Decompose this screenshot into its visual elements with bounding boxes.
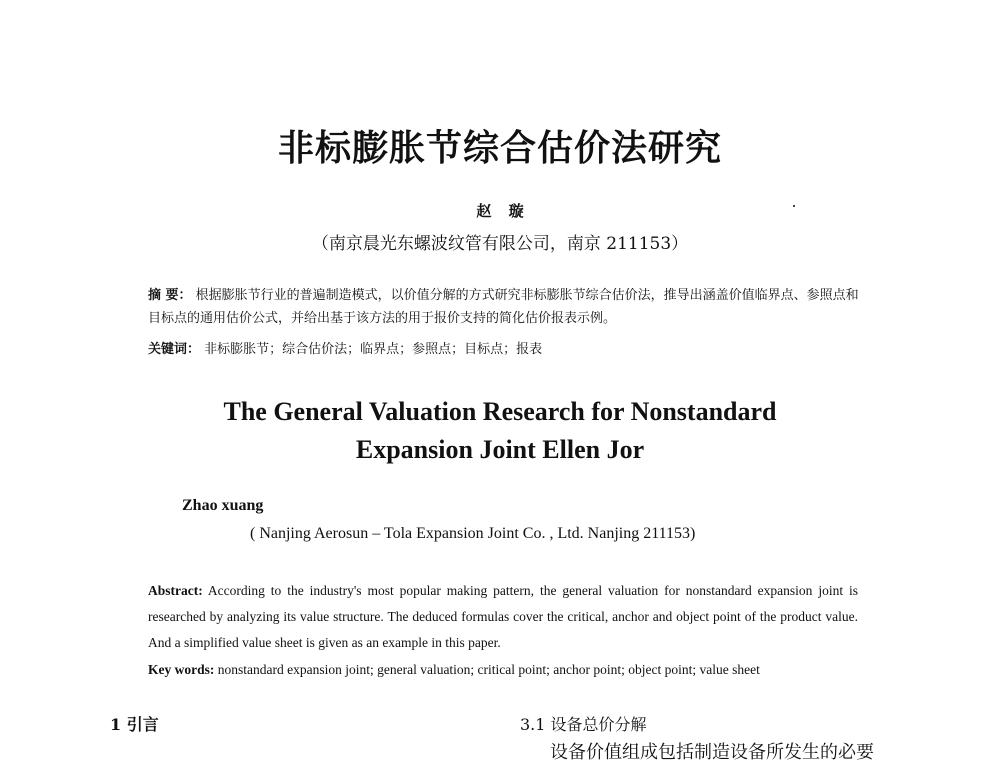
author-name-en: Zhao xuang	[182, 497, 264, 514]
paper-title-en	[0, 393, 1000, 469]
keywords-cn-label: 关键词：	[148, 342, 201, 357]
keywords-cn	[148, 338, 863, 361]
speck-mark	[793, 205, 795, 207]
title-en-line1: The General Valuation Research for Nonstandard	[223, 397, 777, 426]
abstract-en	[148, 578, 858, 656]
keywords-cn-text: 非标膨胀节；综合估价法；临界点；参照点；目标点；报表	[204, 342, 543, 357]
abstract-en-text: According to the industry's most popular making pattern, the general valuation for nonstandard expansion joint is researched by analyzing its value structure. The deduced formulas cover the critical, anchor and object point of the product value. And a simplified value sheet is given as an example in this paper.	[148, 583, 858, 650]
body-text-fragment: 设备价值组成包括制造设备所发生的必要	[550, 742, 874, 763]
author-name-cn: 赵 璇	[476, 202, 524, 220]
section-heading-3-1: 3.1 设备总价分解	[520, 715, 647, 734]
affiliation-en: ( Nanjing Aerosun – Tola Expansion Joint Co. , Ltd. Nanjing 211153)	[250, 525, 696, 542]
abstract-cn	[148, 284, 863, 330]
paper-title-cn: 非标膨胀节综合估价法研究	[277, 127, 722, 169]
abstract-cn-text: 根据膨胀节行业的普遍制造模式，以价值分解的方式研究非标膨胀节综合估价法，推导出涵盖价值临界点、参照点和目标点的通用估价公式，并给出基于该方法的用于报价支持的简化估价报表示例。	[148, 288, 859, 326]
keywords-en-text: nonstandard expansion joint; general valuation; critical point; anchor point; object point; value sheet	[217, 662, 760, 677]
title-en-line2: Expansion Joint Ellen Jor	[355, 435, 645, 464]
section-heading-introduction: 1 引言	[110, 715, 159, 734]
abstract-cn-label: 摘 要：	[148, 288, 192, 303]
affiliation-cn: （南京晨光东螺波纹管有限公司，南京 211153）	[311, 234, 689, 254]
keywords-en	[148, 657, 858, 683]
keywords-en-label: Key words:	[148, 662, 215, 677]
abstract-en-label: Abstract:	[148, 583, 203, 598]
